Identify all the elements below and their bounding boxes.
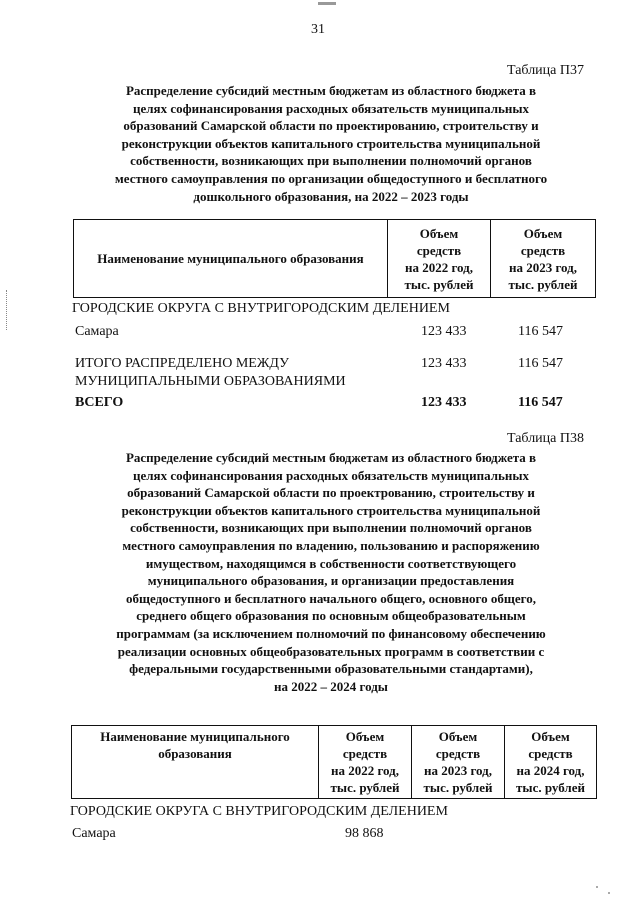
table-label-p38: Таблица П38	[507, 431, 584, 446]
scan-artifact	[608, 892, 610, 894]
header-name: Наименование муниципального образования	[72, 726, 319, 799]
row-value-2022: 123 433	[421, 324, 467, 339]
row-name: Самара	[75, 324, 119, 339]
header-2022: Объем средств на 2022 год, тыс. рублей	[388, 220, 491, 298]
table-title-p37: Распределение субсидий местным бюджетам из областного бюджета в целях софинансирования расходных обязательств муниципальных образований Самарской области по проектированию, строительству и реконструкции объектов капитального строительства муниципальной собственности, возникающих при выполнении полномочий органов местного самоуправления по организации общедоступного и бесплатного дошкольного образования, на 2022 – 2023 годы	[114, 83, 548, 204]
table-label-p37: Таблица П37	[507, 63, 584, 78]
table-header-p37	[73, 219, 596, 298]
scan-artifact	[318, 2, 336, 5]
page-number: 31	[311, 22, 325, 37]
header-name: Наименование муниципального образования	[74, 220, 388, 298]
row-value-2022: 98 868	[345, 826, 384, 841]
row-value-2023: 116 547	[518, 324, 563, 339]
table-header-p38	[71, 725, 597, 799]
grand-total-label: ВСЕГО	[75, 395, 124, 410]
grand-total-2022: 123 433	[421, 395, 467, 410]
total-distributed-label: ИТОГО РАСПРЕДЕЛЕНО МЕЖДУ МУНИЦИПАЛЬНЫМИ ОБРАЗОВАНИЯМИ	[75, 356, 346, 389]
header-2022: Объем средств на 2022 год, тыс. рублей	[319, 726, 412, 799]
header-2024: Объем средств на 2024 год, тыс. рублей	[505, 726, 597, 799]
table-title-p38: Распределение субсидий местным бюджетам из областного бюджета в целях софинансирования расходных обязательств муниципальных образований Самарской области по проектрованию, строительству и реконструкции объектов капитального строительства муниципальной собственности, возникающих при выполнении полномочий органов местного самоуправления по владению, пользованию и распоряжению имуществом, находящимся в собственности соответствующего муниципального образования, и организации предоставления общедоступного и бесплатного начального общего, основного общего, среднего общего образования по основным общеобразовательным программам (за исключением полномочий по финансовому обеспечению реализации основных общеобразовательных программ в соответствии с федеральными государственными образовательными стандартами), на 2022 – 2024 годы	[116, 450, 546, 694]
scan-artifact	[6, 290, 8, 330]
total-distributed-2022: 123 433	[421, 356, 467, 371]
section-heading-p38: ГОРОДСКИЕ ОКРУГА С ВНУТРИГОРОДСКИМ ДЕЛЕНИЕМ	[70, 804, 448, 819]
section-heading-p37: ГОРОДСКИЕ ОКРУГА С ВНУТРИГОРОДСКИМ ДЕЛЕНИЕМ	[72, 301, 450, 316]
row-name: Самара	[72, 826, 116, 841]
header-2023: Объем средств на 2023 год, тыс. рублей	[412, 726, 505, 799]
grand-total-2023: 116 547	[518, 395, 563, 410]
scan-artifact	[596, 886, 598, 888]
total-distributed-2023: 116 547	[518, 356, 563, 371]
header-2023: Объем средств на 2023 год, тыс. рублей	[491, 220, 596, 298]
